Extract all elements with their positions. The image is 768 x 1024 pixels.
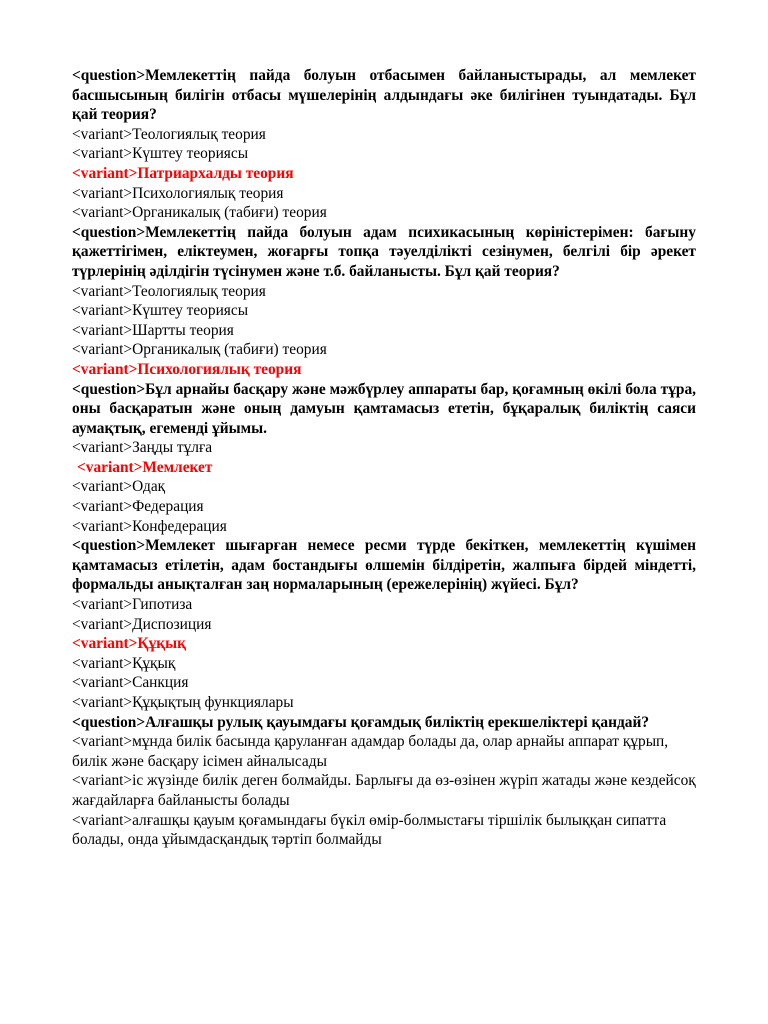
question-block bbox=[72, 223, 696, 380]
question-text: <question>Алғашқы рулық қауымдағы қоғамдық биліктің ерекшеліктері қандай? bbox=[72, 713, 650, 731]
variant-item: <variant>Диспозиция bbox=[72, 615, 212, 633]
variant-item: <variant>Күштеу теориясы bbox=[72, 302, 249, 320]
variant-item: <variant>алғашқы қауым қоғамындағы бүкіл өмір-болмыстағы тіршілік былыққан сипатта болады, онда ұйымдасқандық тәртіп болмайды bbox=[72, 811, 667, 849]
question-text: <question>Мемлекеттің пайда болуын отбасымен байланыстырады, ал мемлекет басшысының билігін отбасы мүшелерінің алдындағы әке билігінен туындатады. Бұл қай теория? bbox=[72, 67, 696, 124]
variant-item: <variant>Шартты теория bbox=[72, 321, 234, 339]
correct-variant-item: <variant>Құқық bbox=[72, 635, 187, 653]
variant-item: <variant>Құқықтың функциялары bbox=[72, 694, 294, 711]
variant-item: <variant>Федерация bbox=[72, 498, 204, 516]
variant-item: <variant>Психологиялық теория bbox=[72, 184, 284, 202]
correct-variant-item: <variant>Психологиялық теория bbox=[72, 360, 302, 378]
question-text: <question>Бұл арнайы басқару және мәжбүрлеу аппараты бар, қоғамның өкілі бола тұра, оны басқаратын және оның дамуын қамтамасыз ететін, бұқаралық биліктің саяси аумақтық, егеменді ұйымы. bbox=[72, 380, 696, 437]
document-page bbox=[72, 66, 696, 850]
variant-item: <variant>іс жүзінде билік деген болмайды. Барлығы да өз-өзінен жүріп жатады және кездейсоқ жағдайларға байланысты болады bbox=[72, 772, 696, 809]
variant-item: <variant>Одақ bbox=[72, 478, 166, 496]
question-block bbox=[72, 66, 696, 223]
variant-item: <variant>Санкция bbox=[72, 674, 189, 692]
question-text: <question>Мемлекеттің пайда болуын адам психикасының көріністерімен: бағыну қажеттігімен, еліктеумен, жоғарғы топқа тәуелділікті сезінумен, белгілі бір әрекет түрлерінің әділдігін түсінумен және т.б. байланысты. Бұл қай теория? bbox=[72, 223, 696, 280]
variant-item: <variant>Органикалық (табиғи) теория bbox=[72, 204, 327, 222]
question-block bbox=[72, 536, 696, 712]
question-block bbox=[72, 713, 696, 850]
variant-item: <variant>Күштеу теориясы bbox=[72, 145, 249, 163]
question-block bbox=[72, 380, 696, 537]
variant-item: <variant>Заңды тұлға bbox=[72, 439, 213, 457]
correct-variant-item: <variant>Патриархалды теория bbox=[72, 164, 294, 182]
variant-item: <variant>Гипотиза bbox=[72, 596, 193, 614]
variant-item: <variant>мұнда билік басында қаруланған адамдар болады да, олар арнайы аппарат құрып, билік және басқару ісімен айналысады bbox=[72, 733, 669, 770]
variant-item: <variant>Теологиялық теория bbox=[72, 282, 266, 300]
question-text: <question>Мемлекет шығарған немесе ресми түрде бекіткен, мемлекеттің күшімен қамтамасыз етілетін, адам бостандығы өлшемін білдіретін, жалпыға бірдей міндетті, формальды анықталған заң нормаларының (ережелерінің) жүйесі. Бұл? bbox=[72, 537, 696, 594]
variant-item: <variant>Органикалық (табиғи) теория bbox=[72, 341, 327, 359]
variant-item: <variant>Құқық bbox=[72, 654, 176, 672]
variant-item: <variant>Конфедерация bbox=[72, 517, 227, 535]
variant-item: <variant>Теологиялық теория bbox=[72, 125, 266, 143]
correct-variant-item: <variant>Мемлекет bbox=[77, 458, 213, 476]
